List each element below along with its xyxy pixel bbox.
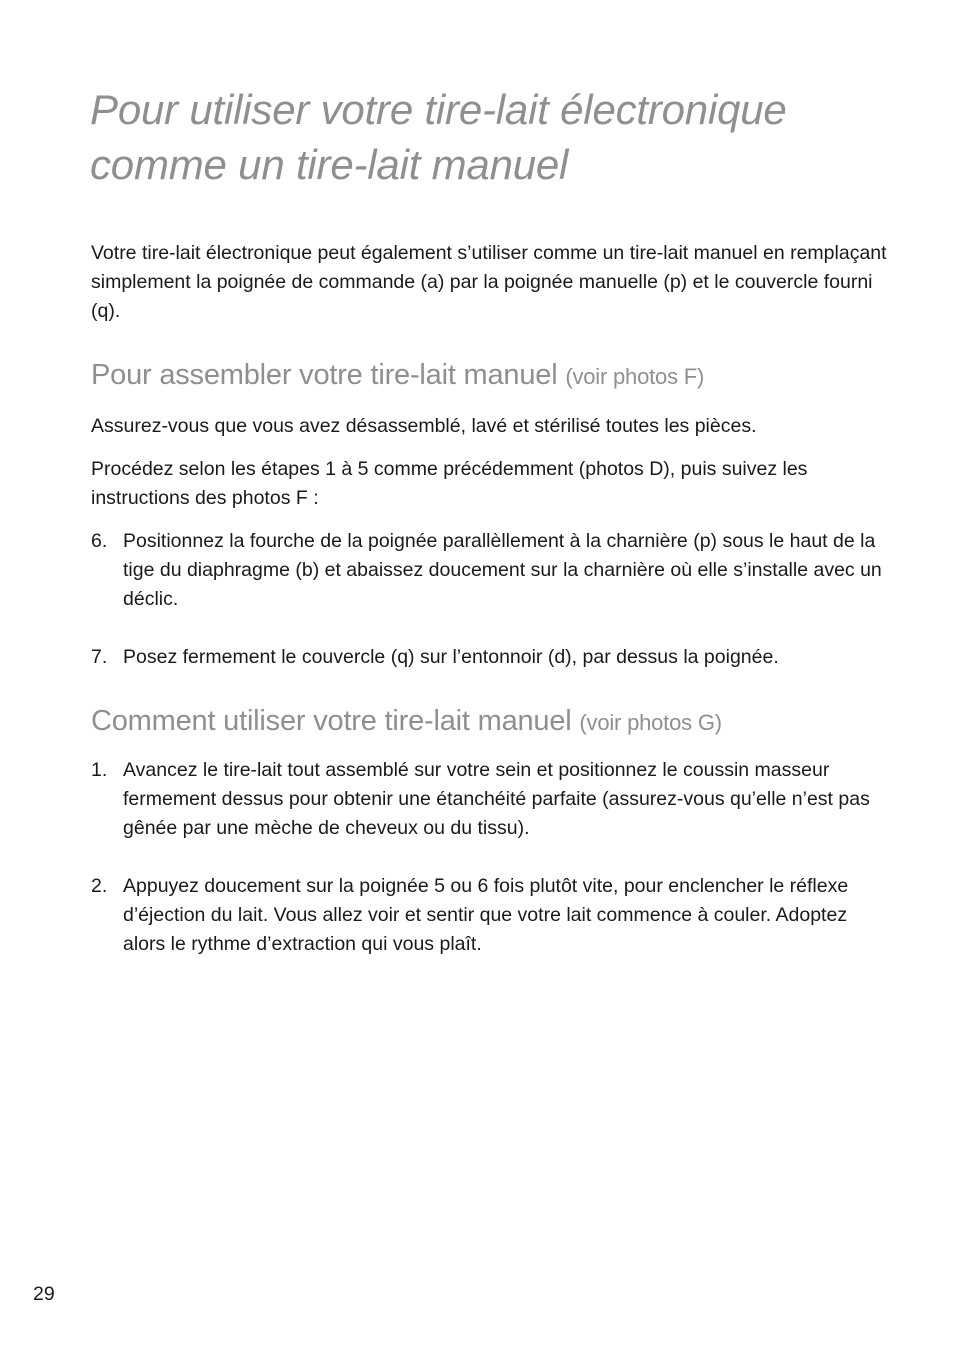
list-item	[91, 527, 891, 614]
section-heading-assemble-ref: (voir photos F)	[565, 364, 705, 389]
page-content	[91, 239, 891, 959]
list-item	[91, 643, 891, 672]
page-title-line-2: comme un tire-lait manuel	[90, 141, 569, 188]
list-item	[91, 756, 891, 843]
section-heading-use-ref: (voir photos G)	[579, 710, 722, 735]
page-number: 29	[33, 1283, 55, 1305]
step-text: Appuyez doucement sur la poignée 5 ou 6 fois plutôt vite, pour enclencher le réflexe d’éjection du lait. Vous allez voir et sentir que votre lait commence à couler. Adoptez alors le rythme d’extraction qui vous plaît.	[123, 875, 849, 955]
step-text: Positionnez la fourche de la poignée parallèllement à la charnière (p) sous le haut de la tige du diaphragme (b) et abaissez doucement sur la charnière où elle s’installe avec un déclic.	[123, 530, 882, 610]
page-title	[90, 82, 910, 192]
assemble-paragraph-1: Assurez-vous que vous avez désassemblé, lavé et stérilisé toutes les pièces.	[91, 415, 757, 437]
step-text: Avancez le tire-lait tout assemblé sur votre sein et positionnez le coussin masseur fermement dessus pour obtenir une étanchéité parfaite (assurez-vous qu’elle n’est pas gênée par une mèche de cheveux ou du tissu).	[123, 759, 870, 839]
step-text: Posez fermement le couvercle (q) sur l’entonnoir (d), par dessus la poignée.	[123, 646, 779, 668]
section-heading-assemble-text: Pour assembler votre tire-lait manuel	[91, 359, 558, 391]
step-number: 7.	[91, 646, 108, 668]
page-title-line-1: Pour utiliser votre tire-lait électronique	[90, 86, 787, 133]
section-heading-use	[91, 703, 891, 741]
step-number: 6.	[91, 530, 108, 552]
use-steps-list	[91, 756, 891, 959]
assemble-paragraph-2: Procédez selon les étapes 1 à 5 comme précédemment (photos D), puis suivez les instructions des photos F :	[91, 458, 808, 509]
step-number: 1.	[91, 759, 108, 781]
section-heading-use-text: Comment utiliser votre tire-lait manuel	[91, 705, 572, 737]
intro-paragraph: Votre tire-lait électronique peut également s’utiliser comme un tire-lait manuel en remplaçant simplement la poignée de commande (a) par la poignée manuelle (p) et le couvercle fourni (q).	[91, 242, 887, 322]
list-item	[91, 872, 891, 959]
assemble-steps-list	[91, 527, 891, 672]
step-number: 2.	[91, 875, 108, 897]
section-heading-assemble	[91, 357, 891, 395]
